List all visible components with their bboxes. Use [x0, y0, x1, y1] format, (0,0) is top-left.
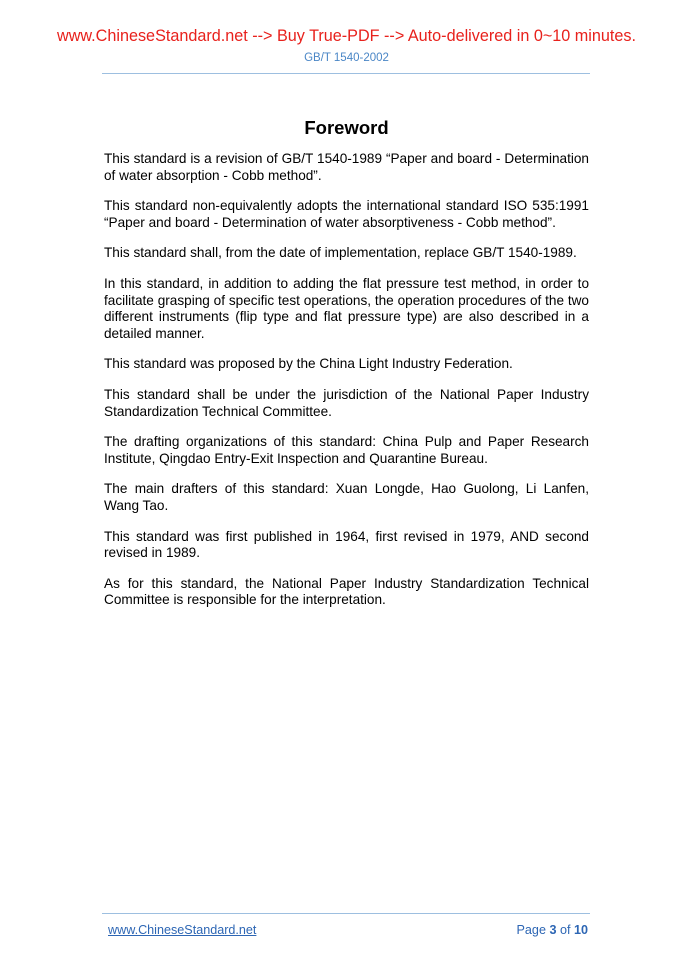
document-code: GB/T 1540-2002 [304, 52, 389, 64]
paragraph-revision: This standard is a revision of GB/T 1540-1989 “Paper and board - Determination of water absorption - Cobb method”. [104, 151, 589, 183]
paragraph-drafting-organizations: The drafting organizations of this standard: China Pulp and Paper Research Institute, Qingdao Entry-Exit Inspection and Quarantine Bureau. [104, 434, 589, 466]
page-number [517, 923, 588, 937]
paragraph-replacement: This standard shall, from the date of implementation, replace GB/T 1540-1989. [104, 245, 577, 261]
paragraph-history: This standard was first published in 1964, first revised in 1979, AND second revised in 1989. [104, 528, 589, 561]
foreword-body [104, 151, 589, 623]
paragraph-drafters: The main drafters of this standard: Xuan Longde, Hao Guolong, Li Lanfen, Wang Tao. [104, 481, 589, 513]
header-banner[interactable]: www.ChineseStandard.net --> Buy True-PDF --> Auto-delivered in 0~10 minutes. [57, 27, 636, 45]
paragraph-adoption: This standard non-equivalently adopts the international standard ISO 535:1991 “Paper and board - Determination of water absorptiveness - Cobb method”. [104, 198, 589, 230]
paragraph-jurisdiction: This standard shall be under the jurisdiction of the National Paper Industry Standardization Technical Committee. [104, 386, 589, 419]
header-divider [102, 73, 590, 74]
page-of-label: of [559, 923, 571, 937]
paragraph-test-method: In this standard, in addition to adding the flat pressure test method, in order to facilitate grasping of specific test operations, the operation procedures of the two different instruments (flip type and flat pressure type) are also described in a detailed manner. [104, 275, 589, 341]
footer-website-link[interactable]: www.ChineseStandard.net [108, 923, 257, 937]
page-current: 3 [549, 923, 557, 937]
paragraph-interpretation: As for this standard, the National Paper Industry Standardization Technical Committee is responsible for the interpretation. [104, 575, 589, 608]
paragraph-proposer: This standard was proposed by the China Light Industry Federation. [104, 356, 513, 372]
page-title: Foreword [304, 117, 389, 138]
page-label: Page [516, 923, 546, 937]
footer-divider [102, 913, 590, 914]
page-total: 10 [573, 923, 588, 937]
